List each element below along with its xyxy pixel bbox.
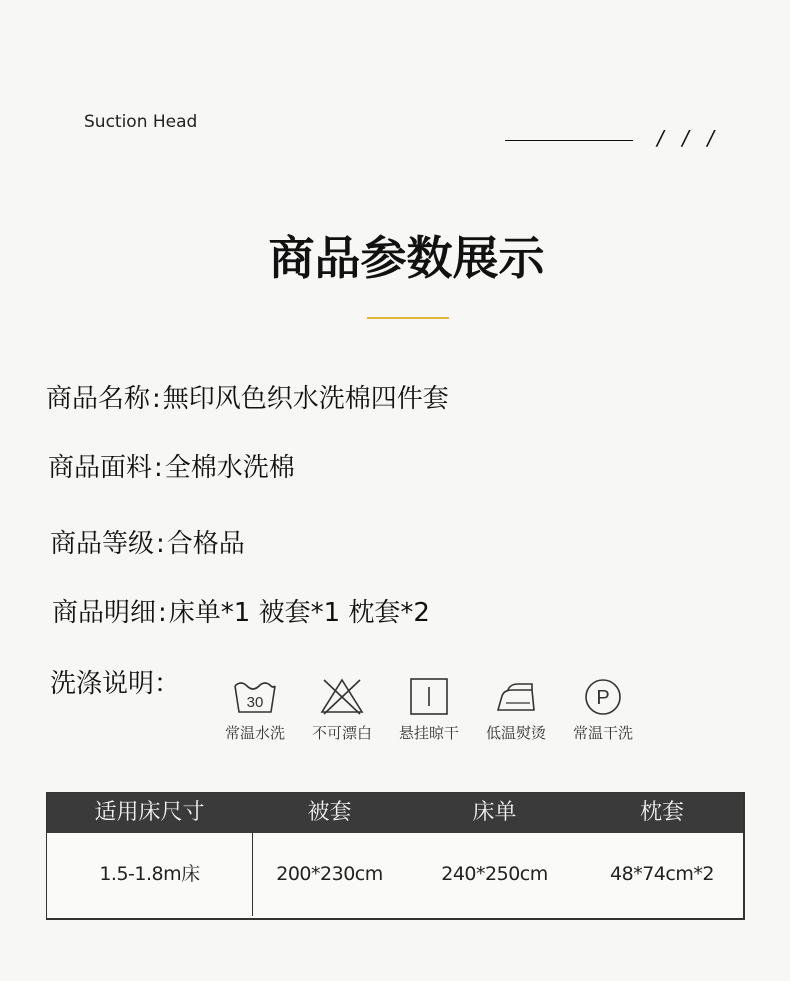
table-header-cell: 适用床尺寸 [94,800,205,825]
header-divider [505,140,633,141]
hang-dry-icon [405,676,453,716]
care-label: 常温干洗 [572,724,633,742]
care-label: 低温熨烫 [485,724,546,742]
spec-fabric: 商品面料:全棉水洗棉 [48,453,295,483]
table-cell-bed-sheet: 240*250cm [441,863,548,885]
size-table [46,792,745,920]
table-header [47,793,743,833]
care-item-wash [215,676,295,743]
no-bleach-icon [318,676,366,716]
table-header-cell: 枕套 [639,800,684,825]
decorative-slashes: / / / [657,126,720,150]
care-title: 洗涤说明： [50,669,181,699]
spec-grade: 商品等级:合格品 [50,529,245,559]
care-item-low-iron [476,676,556,743]
page-title: 商品参数展示 [268,231,545,285]
spec-label: 商品等级 [50,529,155,559]
dry-clean-p-icon [579,676,627,716]
care-item-no-bleach [302,676,382,743]
spec-details: 商品明细:床单*1 被套*1 枕套*2 [52,598,430,628]
spec-value: 合格品 [166,529,245,559]
wash-30-icon [231,676,279,716]
spec-product-name: 商品名称:無印风色织水洗棉四件套 [46,384,449,414]
spec-value: 床单*1 被套*1 枕套*2 [168,598,430,628]
care-label: 悬挂晾干 [398,724,459,742]
table-cell-bed-size: 1.5-1.8m床 [99,863,200,885]
table-cell-duvet-cover: 200*230cm [276,863,383,885]
spec-value: 無印风色织水洗棉四件套 [162,384,449,414]
spec-value: 全棉水洗棉 [164,453,295,483]
care-label: 常温水洗 [224,724,285,742]
table-header-cell: 床单 [472,800,517,825]
care-item-hang-dry [389,676,469,743]
care-label: 不可漂白 [311,724,372,742]
spec-label: 商品名称 [46,384,151,414]
title-accent-line [367,317,449,319]
spec-label: 商品面料 [48,453,153,483]
low-iron-icon [492,676,540,716]
table-cell-pillowcase: 48*74cm*2 [610,863,714,885]
dry-clean-symbol: P [596,687,610,709]
wash-temperature: 30 [246,694,264,711]
spec-label: 商品明细 [52,598,157,628]
care-item-dry-clean [563,676,643,743]
brand-label: Suction Head [84,112,198,132]
table-header-cell: 被套 [307,800,352,825]
